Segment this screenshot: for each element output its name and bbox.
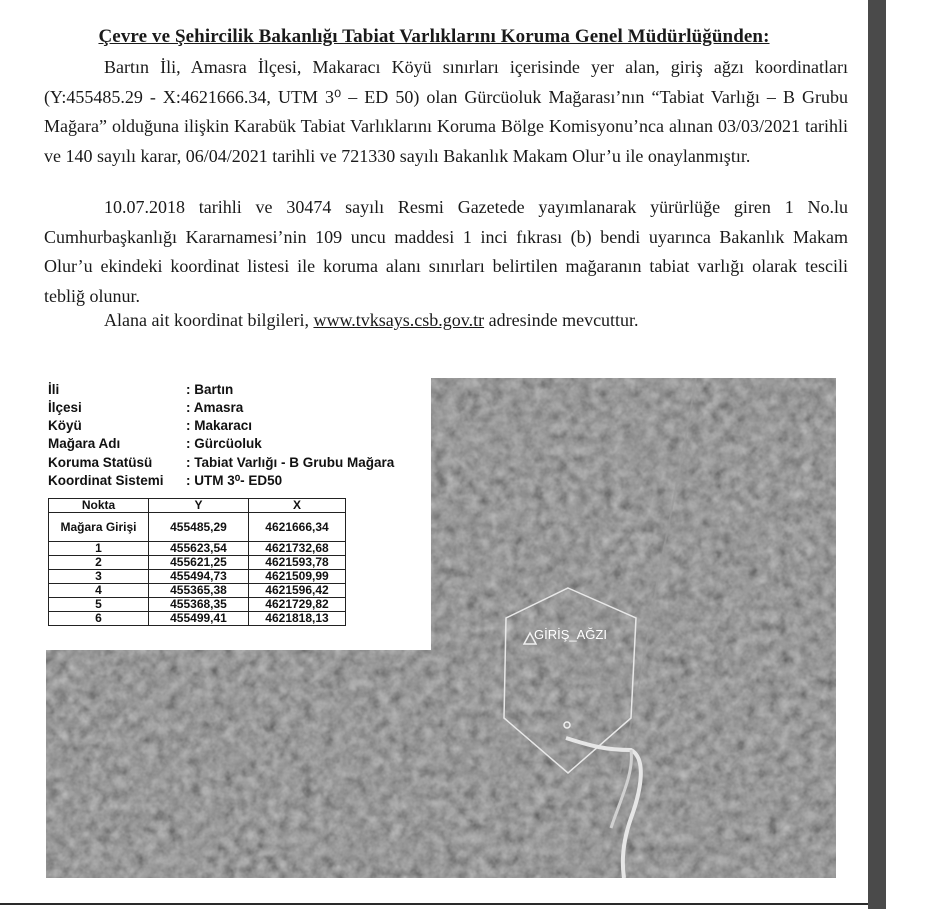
header-y: Y [149, 499, 249, 513]
cell-y: 455494,73 [149, 570, 249, 584]
header-nokta: Nokta [49, 499, 149, 513]
cell-x: 4621818,13 [249, 612, 346, 626]
website-link[interactable]: www.tvksays.csb.gov.tr [313, 310, 485, 330]
cell-nokta: 6 [49, 612, 149, 626]
table-row [49, 556, 346, 570]
header-x: X [249, 499, 346, 513]
paragraph-2-text: 10.07.2018 tarihli ve 30474 sayılı Resmi Gazetede yayımlanarak yürürlüğe giren 1 No.lu Cumhurbaşkanlığı Kararnamesi’nin 109 uncu maddesi 1 inci fıkrası (b) bendi uyarınca Bakanlık Makam Olur’u ekindeki koordinat listesi ile koruma alanı sınırları belirtilen mağaranın tabiat varlığı olarak tescili tebliğ olunur. [44, 197, 848, 306]
info-value: : Makaracı [186, 418, 253, 433]
info-value: : UTM 3⁰- ED50 [186, 473, 283, 488]
cell-x: 4621729,82 [249, 598, 346, 612]
info-value: : Amasra [186, 400, 244, 415]
cell-x: 4621732,68 [249, 542, 346, 556]
cell-x: 4621509,99 [249, 570, 346, 584]
info-label: İlçesi [48, 400, 82, 415]
info-label: İli [48, 382, 60, 397]
cell-nokta: 5 [49, 598, 149, 612]
cell-y: 455499,41 [149, 612, 249, 626]
table-row [49, 612, 346, 626]
table-row [49, 570, 346, 584]
coordinate-table [48, 498, 346, 626]
cell-nokta: 4 [49, 584, 149, 598]
cell-y: 455621,25 [149, 556, 249, 570]
page-edge [868, 0, 886, 909]
paragraph-1 [44, 53, 848, 171]
cell-y: 455485,29 [149, 513, 249, 542]
cell-y: 455365,38 [149, 584, 249, 598]
cell-nokta: Mağara Girişi [49, 513, 149, 542]
cell-y: 455623,54 [149, 542, 249, 556]
paragraph-2 [44, 193, 848, 311]
paragraph-3-tail: adresinde mevcuttur. [488, 310, 639, 330]
table-row [49, 584, 346, 598]
info-label: Köyü [48, 418, 82, 433]
cell-x: 4621666,34 [249, 513, 346, 542]
table-row [49, 598, 346, 612]
info-label: Koordinat Sistemi [48, 473, 164, 488]
document-heading: Çevre ve Şehircilik Bakanlığı Tabiat Varlıklarını Koruma Genel Müdürlüğünden: [98, 26, 770, 47]
info-label: Koruma Statüsü [48, 455, 153, 470]
table-row [49, 513, 346, 542]
info-value: : Bartın [186, 382, 234, 397]
cell-x: 4621593,78 [249, 556, 346, 570]
info-value: : Gürcüoluk [186, 436, 262, 451]
cell-nokta: 3 [49, 570, 149, 584]
paragraph-3 [44, 306, 848, 336]
cell-y: 455368,35 [149, 598, 249, 612]
cell-nokta: 2 [49, 556, 149, 570]
page-bottom-rule [0, 903, 868, 905]
cell-nokta: 1 [49, 542, 149, 556]
paragraph-1-text: Bartın İli, Amasra İlçesi, Makaracı Köyü sınırları içerisinde yer alan, giriş ağzı koordinatları (Y:455485.29 - X:4621666.34, UTM 3⁰ – ED 50) olan Gürcüoluk Mağarası’nın “Tabiat Varlığı – B Grubu Mağara” olduğuna ilişkin Karabük Tabiat Varlıklarını Koruma Bölge Komisyonu’nca alınan 03/03/2021 tarihli ve 140 sayılı karar, 06/04/2021 tarihli ve 721330 sayılı Bakanlık Makam Olur’u ile onaylanmıştır. [44, 57, 848, 166]
info-label: Mağara Adı [48, 436, 121, 451]
info-panel [46, 378, 431, 650]
info-value: : Tabiat Varlığı - B Grubu Mağara [186, 455, 395, 470]
table-row [49, 542, 346, 556]
table-header-row [49, 499, 346, 513]
cell-x: 4621596,42 [249, 584, 346, 598]
paragraph-3-lead: Alana ait koordinat bilgileri, [104, 310, 309, 330]
entrance-label: GİRİŞ_AĞZI [534, 627, 607, 642]
